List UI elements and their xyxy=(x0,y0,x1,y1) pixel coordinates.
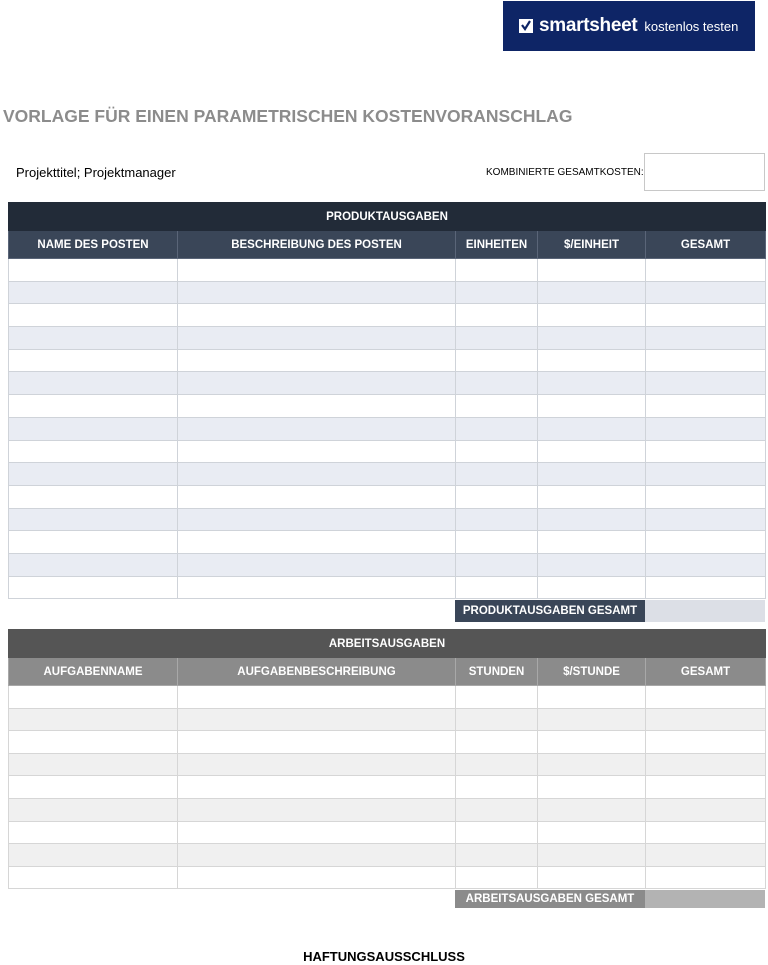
table-cell[interactable] xyxy=(646,508,766,531)
col-header: $/EINHEIT xyxy=(538,231,646,259)
table-cell[interactable] xyxy=(9,821,178,844)
table-cell[interactable] xyxy=(178,259,456,282)
table-cell[interactable] xyxy=(456,731,538,754)
table-cell[interactable] xyxy=(9,708,178,731)
table-cell[interactable] xyxy=(456,463,538,486)
project-info[interactable]: Projekttitel; Projektmanager xyxy=(16,165,176,180)
table-cell[interactable] xyxy=(178,844,456,867)
col-header: GESAMT xyxy=(646,658,766,686)
table-cell[interactable] xyxy=(9,576,178,599)
table-cell[interactable] xyxy=(538,821,646,844)
table-cell[interactable] xyxy=(538,485,646,508)
table-cell[interactable] xyxy=(538,844,646,867)
table-cell[interactable] xyxy=(538,576,646,599)
col-header: STUNDEN xyxy=(456,658,538,686)
checkmark-icon xyxy=(519,19,533,33)
table-cell[interactable] xyxy=(646,349,766,372)
table-cell[interactable] xyxy=(646,372,766,395)
table-cell[interactable] xyxy=(9,731,178,754)
table-cell[interactable] xyxy=(9,753,178,776)
table-cell[interactable] xyxy=(456,531,538,554)
table-cell[interactable] xyxy=(538,866,646,889)
table-row xyxy=(9,866,766,889)
table-cell[interactable] xyxy=(538,798,646,821)
table-cell[interactable] xyxy=(178,531,456,554)
table-cell[interactable] xyxy=(646,776,766,799)
table-cell[interactable] xyxy=(456,327,538,350)
table-cell[interactable] xyxy=(178,821,456,844)
table-row xyxy=(9,372,766,395)
table-cell[interactable] xyxy=(178,866,456,889)
table-cell[interactable] xyxy=(538,776,646,799)
table-row xyxy=(9,349,766,372)
table-cell[interactable] xyxy=(9,508,178,531)
table-cell[interactable] xyxy=(538,304,646,327)
table-row xyxy=(9,708,766,731)
smartsheet-logo-button[interactable] xyxy=(503,1,755,51)
table-cell[interactable] xyxy=(538,259,646,282)
table-cell[interactable] xyxy=(646,259,766,282)
table-cell[interactable] xyxy=(9,463,178,486)
combined-total-field[interactable] xyxy=(644,153,765,191)
table-cell[interactable] xyxy=(538,553,646,576)
table-row xyxy=(9,776,766,799)
table-row xyxy=(9,463,766,486)
table-cell[interactable] xyxy=(178,417,456,440)
table-cell[interactable] xyxy=(456,417,538,440)
table-row xyxy=(9,440,766,463)
table-cell[interactable] xyxy=(456,553,538,576)
table-cell[interactable] xyxy=(178,281,456,304)
page-title: VORLAGE FÜR EINEN PARAMETRISCHEN KOSTENVORANSCHLAG xyxy=(3,106,573,126)
table-cell[interactable] xyxy=(9,372,178,395)
table-row xyxy=(9,327,766,350)
table-cell[interactable] xyxy=(178,349,456,372)
table-row xyxy=(9,798,766,821)
table-cell[interactable] xyxy=(9,553,178,576)
table-cell[interactable] xyxy=(646,440,766,463)
table-cell[interactable] xyxy=(538,327,646,350)
table-cell[interactable] xyxy=(646,304,766,327)
col-header: GESAMT xyxy=(646,231,766,259)
table-cell[interactable] xyxy=(9,281,178,304)
table-cell[interactable] xyxy=(456,372,538,395)
disclaimer-heading: HAFTUNGSAUSSCHLUSS xyxy=(303,949,465,964)
table-cell[interactable] xyxy=(646,708,766,731)
table-cell[interactable] xyxy=(456,304,538,327)
table-cell[interactable] xyxy=(178,508,456,531)
table-cell[interactable] xyxy=(538,281,646,304)
table-cell[interactable] xyxy=(538,731,646,754)
table-cell[interactable] xyxy=(456,485,538,508)
labor-total-value[interactable] xyxy=(645,890,765,908)
table-cell[interactable] xyxy=(9,259,178,282)
table-cell[interactable] xyxy=(178,798,456,821)
table-cell[interactable] xyxy=(646,866,766,889)
table-cell[interactable] xyxy=(9,776,178,799)
col-header: AUFGABENBESCHREIBUNG xyxy=(178,658,456,686)
table-cell[interactable] xyxy=(646,395,766,418)
table-cell[interactable] xyxy=(178,776,456,799)
combined-total-label: KOMBINIERTE GESAMTKOSTEN: xyxy=(486,167,644,178)
table-cell[interactable] xyxy=(646,485,766,508)
table-cell[interactable] xyxy=(178,463,456,486)
table-cell[interactable] xyxy=(456,508,538,531)
table-cell[interactable] xyxy=(456,798,538,821)
table-cell[interactable] xyxy=(646,531,766,554)
table-cell[interactable] xyxy=(178,576,456,599)
table-cell[interactable] xyxy=(178,731,456,754)
table-cell[interactable] xyxy=(456,844,538,867)
table-cell[interactable] xyxy=(538,440,646,463)
table-cell[interactable] xyxy=(646,463,766,486)
table-cell[interactable] xyxy=(646,731,766,754)
table-cell[interactable] xyxy=(646,417,766,440)
labor-banner: ARBEITSAUSGABEN xyxy=(9,630,766,658)
table-row xyxy=(9,395,766,418)
table-cell[interactable] xyxy=(646,821,766,844)
table-cell[interactable] xyxy=(646,753,766,776)
table-cell[interactable] xyxy=(538,417,646,440)
table-cell[interactable] xyxy=(646,553,766,576)
table-cell[interactable] xyxy=(456,259,538,282)
table-row xyxy=(9,417,766,440)
table-cell[interactable] xyxy=(456,281,538,304)
table-cell[interactable] xyxy=(538,686,646,709)
table-cell[interactable] xyxy=(538,531,646,554)
table-row xyxy=(9,753,766,776)
table-cell[interactable] xyxy=(178,440,456,463)
table-cell[interactable] xyxy=(456,576,538,599)
col-header: EINHEITEN xyxy=(456,231,538,259)
table-cell[interactable] xyxy=(456,866,538,889)
table-cell[interactable] xyxy=(178,686,456,709)
product-expenses-table xyxy=(8,202,766,599)
table-cell[interactable] xyxy=(538,753,646,776)
table-row xyxy=(9,259,766,282)
table-cell[interactable] xyxy=(538,463,646,486)
table-cell[interactable] xyxy=(538,708,646,731)
table-cell[interactable] xyxy=(9,395,178,418)
table-cell[interactable] xyxy=(9,327,178,350)
table-row xyxy=(9,304,766,327)
col-header: BESCHREIBUNG DES POSTEN xyxy=(178,231,456,259)
table-cell[interactable] xyxy=(178,372,456,395)
table-row xyxy=(9,686,766,709)
table-cell[interactable] xyxy=(178,304,456,327)
col-header: NAME DES POSTEN xyxy=(9,231,178,259)
table-cell[interactable] xyxy=(646,576,766,599)
table-row xyxy=(9,508,766,531)
table-cell[interactable] xyxy=(456,821,538,844)
table-row xyxy=(9,281,766,304)
table-cell[interactable] xyxy=(9,866,178,889)
table-cell[interactable] xyxy=(9,440,178,463)
table-cell[interactable] xyxy=(456,349,538,372)
labor-expenses-table xyxy=(8,629,766,889)
logo-cta: kostenlos testen xyxy=(644,18,739,34)
table-cell[interactable] xyxy=(538,349,646,372)
table-row xyxy=(9,531,766,554)
table-cell[interactable] xyxy=(646,686,766,709)
table-cell[interactable] xyxy=(178,553,456,576)
table-row xyxy=(9,731,766,754)
table-cell[interactable] xyxy=(456,686,538,709)
table-cell[interactable] xyxy=(538,372,646,395)
table-cell[interactable] xyxy=(456,776,538,799)
table-cell[interactable] xyxy=(456,395,538,418)
table-cell[interactable] xyxy=(9,531,178,554)
table-cell[interactable] xyxy=(9,485,178,508)
table-row xyxy=(9,553,766,576)
table-row xyxy=(9,844,766,867)
product-total-label: PRODUKTAUSGABEN GESAMT xyxy=(455,600,645,622)
table-cell[interactable] xyxy=(538,508,646,531)
table-cell[interactable] xyxy=(646,798,766,821)
product-total-value[interactable] xyxy=(645,600,765,622)
table-cell[interactable] xyxy=(456,440,538,463)
table-cell[interactable] xyxy=(9,798,178,821)
labor-total-label: ARBEITSAUSGABEN GESAMT xyxy=(455,890,645,908)
table-cell[interactable] xyxy=(9,349,178,372)
table-cell[interactable] xyxy=(456,708,538,731)
table-row xyxy=(9,821,766,844)
table-cell[interactable] xyxy=(646,327,766,350)
table-cell[interactable] xyxy=(178,327,456,350)
col-header: AUFGABENNAME xyxy=(9,658,178,686)
table-cell[interactable] xyxy=(9,417,178,440)
logo-brand: smartsheet xyxy=(539,15,638,36)
table-cell[interactable] xyxy=(9,686,178,709)
product-banner: PRODUKTAUSGABEN xyxy=(9,203,766,231)
table-cell[interactable] xyxy=(646,281,766,304)
table-cell[interactable] xyxy=(9,304,178,327)
table-row xyxy=(9,485,766,508)
table-cell[interactable] xyxy=(178,708,456,731)
table-cell[interactable] xyxy=(538,395,646,418)
table-cell[interactable] xyxy=(178,753,456,776)
table-cell[interactable] xyxy=(646,844,766,867)
table-cell[interactable] xyxy=(178,485,456,508)
table-cell[interactable] xyxy=(178,395,456,418)
table-row xyxy=(9,576,766,599)
col-header: $/STUNDE xyxy=(538,658,646,686)
table-cell[interactable] xyxy=(456,753,538,776)
table-cell[interactable] xyxy=(9,844,178,867)
